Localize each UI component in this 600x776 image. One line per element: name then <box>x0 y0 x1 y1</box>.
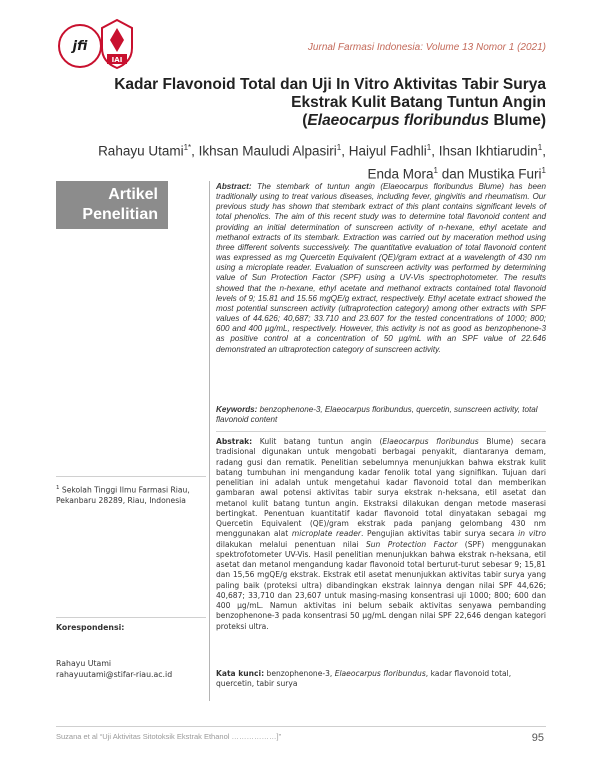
abstract-en-label: Abstract: <box>216 182 252 191</box>
abstract-id-spf: Sun Protection Factor <box>365 539 458 549</box>
iai-logo-text: IAI <box>111 56 123 64</box>
affiliation-sup: 1 <box>56 485 60 491</box>
author-list <box>60 138 546 183</box>
article-type-line-2: Penelitian <box>82 206 158 223</box>
page-number: 95 <box>531 732 544 744</box>
article-type-line-1: Artikel <box>108 186 158 203</box>
author-3-sup: 1 <box>426 143 432 152</box>
keywords-id-species: Elaeocarpus floribundus <box>334 669 426 678</box>
author-2-sup: 1 <box>336 143 342 152</box>
author-6: dan Mustika Furi <box>438 166 542 181</box>
correspondence-title: Korespondensi: <box>56 623 125 632</box>
title-line-3-rest: Blume) <box>489 112 546 129</box>
keywords-id-text-2: , kadar flavonoid total, quercetin, tabir surya <box>216 669 512 689</box>
abstract-indonesian <box>216 437 546 632</box>
journal-logos <box>58 18 138 72</box>
author-6-sup: 1 <box>541 165 546 175</box>
keywords-id-text-1: benzophenone-3, <box>264 669 335 678</box>
correspondence-details <box>56 658 172 680</box>
title-line-3 <box>60 112 546 130</box>
author-4: , Ihsan Ikhtiarudin <box>431 143 538 159</box>
title-line-2: Ekstrak Kulit Batang Tuntun Angin <box>291 94 546 111</box>
journal-header: Jurnal Farmasi Indonesia: Volume 13 Nomor 1 (2021) <box>307 42 546 53</box>
affiliation-divider <box>56 476 206 477</box>
correspondence-email[interactable]: rahayuutami@stifar-riau.ac.id <box>56 670 173 679</box>
iai-logo <box>98 18 136 70</box>
correspondence-divider <box>56 617 206 618</box>
abstract-id-species: Elaeocarpus floribundus <box>382 437 479 446</box>
column-divider <box>209 181 210 701</box>
article-title <box>60 76 546 130</box>
jfi-logo <box>58 24 102 68</box>
authors-line-2 <box>60 161 546 184</box>
abstract-id-text-2: Blume) secara tradisional digunakan untuk mengobati berbagai penyakit, diantaranya demam, radang gusi dan rematik. Penelitian sebelumnya menunjukkan bahwa ekstrak kulit batang tumbuhan ini mengandung kadar fenolik total yang signifikan. Tujuan dari penelitian ini adalah untuk mengetahui kadar flavonoid total dan memberikan gambaran awal potensi aktivitas tabir surya ekstrak n-heksana, etil asetat dan metanol kulit batang tuntun angin. Ekstraksi dilakukan dengan metode maserasi bertingkat. Penentuan kuantitatif kadar flavonoid total dinyatakan sebagai mg Quercetin Equivalent (QE)/gram ekstrak pada panjang gelombang 430 nm menggunakan alat <box>216 437 546 539</box>
keywords-en-label: Keywords: <box>216 405 258 414</box>
title-paren: ( <box>302 112 308 129</box>
footer-divider <box>56 726 546 727</box>
abstract-id-text-4: dilakukan melalui penentuan nilai <box>216 539 366 549</box>
keywords-indonesian <box>216 669 546 690</box>
abstract-id-microplate: microplate reader <box>291 529 361 539</box>
keywords-en-text: benzophenone-3, Elaeocarpus floribundus, quercetin, sunscreen activity, total flavonoid content <box>216 405 538 425</box>
affiliation-text: Sekolah Tinggi Ilmu Farmasi Riau, Pekanbaru 28289, Riau, Indonesia <box>56 485 190 505</box>
abstract-id-text-3: . Pengujian aktivitas tabir surya secara <box>360 529 519 539</box>
article-type-badge <box>56 181 168 229</box>
authors-line-1-end: , <box>542 143 546 159</box>
correspondence-name: Rahayu Utami <box>56 659 112 668</box>
abstract-id-text-1: Kulit batang tuntun angin ( <box>252 437 383 446</box>
author-5-sup: 1 <box>433 165 438 175</box>
author-4-sup: 1 <box>537 143 543 152</box>
abstract-id-text-5: (SPF) menggunakan spektrofotometer UV-Vis. Hasil penelitian menunjukkan bahwa ekstrak n-heksana, etil asetat dan metanol mengandung kadar flavonoid total berturut-turut sebesar 9; 15,81 dan 15,56 mgQE/g ekstrak. Ekstrak etil asetat menunjukkan aktivitas tabir surya yang paling baik (proteksi ultra) dibandingkan ekstrak lainnya dengan nilai SPF 44,626; 40,687; 33,710 dan 23,607 untuk masing-masing konsentrasi uji 1000; 800; 600 dan 400 µg/mL. Namun aktivitas ini belum sebaik aktivitas senyawa pembanding benzophenone-3 pada konsentrasi 50 µg/mL dengan nilai SPF 22,646 dengan kategori proteksi ultra. <box>216 539 546 631</box>
affiliation <box>56 483 206 506</box>
author-1-sup: 1* <box>183 143 192 152</box>
abstract-english <box>216 182 546 355</box>
author-5: Enda Mora <box>367 166 434 181</box>
keywords-english <box>216 405 546 425</box>
author-2: , Ikhsan Mauludi Alpasiri <box>191 143 337 159</box>
keywords-divider <box>216 431 546 432</box>
author-1: Rahayu Utami <box>98 143 184 159</box>
title-species: Elaeocarpus floribundus <box>307 112 490 129</box>
authors-line-1 <box>60 138 546 161</box>
abstract-id-invitro: in vitro <box>518 529 546 539</box>
abstract-en-text: The stembark of tuntun angin (Elaeocarpus floribundus Blume) has been traditionally using to treat various diseases, including fever, gingivitis and rheumatism. Our previous study has shown that stembark extract of this plant contains significant levels of total phenolics. The aim of this recent study was to determine total flavonoid content and providing an initial determination of sunscreen activity of n-hexane, ethyl acetate and methanol extracts of its stembark. Extraction was carried out by maceration method using three different solvents successively. The quantitative evaluation of total flavonoid content was expressed as mg Quercetin Equivalent (QE)/gram extract at a wavelength of 430 nm using a microplate reader. Evaluation of sunscreen activity was performed by determining value of Sun Protection Factor (SPF) using a UV-Vis spectrophotometer. The results showed that the n-hexane, ethyl acetate and methanol extracts contained total flavonoid levels of 9; 15.81 and 15.56 mgQE/g extract, respectively. Ethyl acetate extract showed the most potential sunscreen activity (ultraprotection category) among other extracts with SPF values of 44.626; 40,687; 33.710 and 23.607 for the tested concentrations of 1000; 800; 600 and 400 µg/mL, respectively. However, this activity is not as good as benzophenone-3 as positive control at a concentration of 50 µg/mL with an SPF value of 22.646 demonstrated an ultraprotection category of sunscreen activity. <box>216 182 546 354</box>
author-3: , Haiyul Fadhli <box>341 143 427 159</box>
keywords-id-label: Kata kunci: <box>216 669 265 678</box>
footer-citation: Suzana et al “Uji Aktivitas Sitotoksik Ekstrak Ethanol ………………]” <box>56 732 282 741</box>
jfi-logo-text: jfi <box>72 38 88 54</box>
title-line-1: Kadar Flavonoid Total dan Uji In Vitro Aktivitas Tabir Surya <box>114 76 546 93</box>
abstract-id-label: Abstrak: <box>216 437 253 446</box>
